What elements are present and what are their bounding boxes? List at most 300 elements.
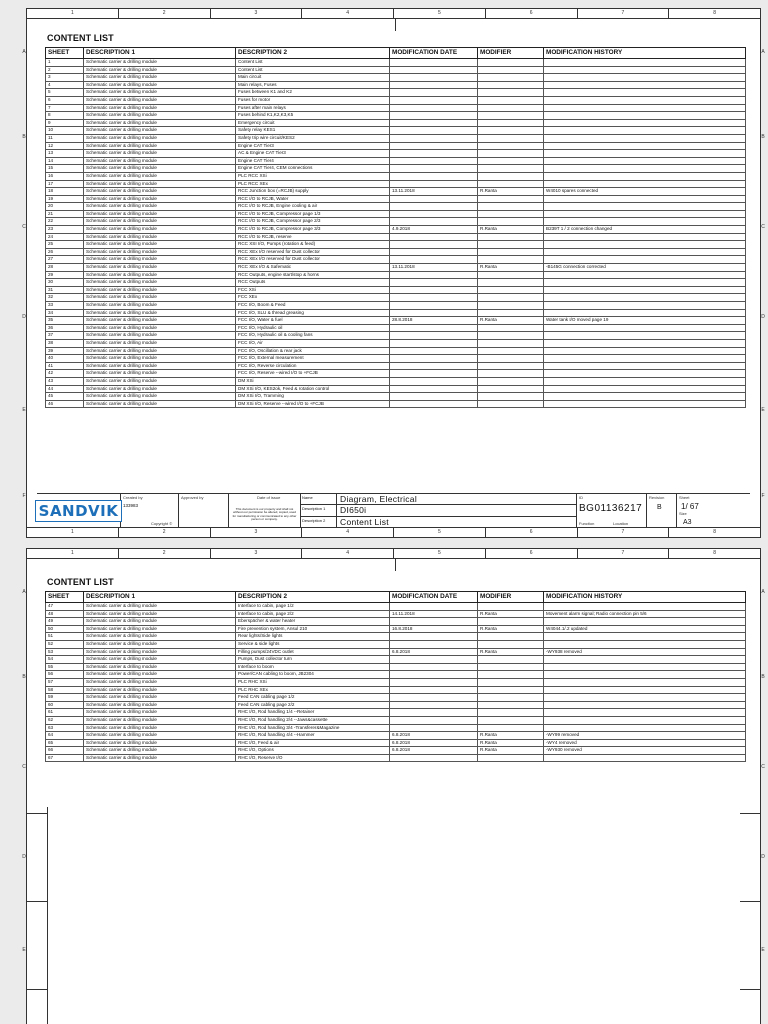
cell-modification-date: 13.11.2018 <box>390 264 478 272</box>
cell-description-1: Schematic carrier & drilling module <box>84 610 236 618</box>
cell-modifier <box>478 74 544 82</box>
cell-sheet: 14 <box>46 157 84 165</box>
cell-description-1: Schematic carrier & drilling module <box>84 150 236 158</box>
col-label: 2 <box>119 549 211 558</box>
row-label: C <box>22 224 26 230</box>
cell-description-2: RCC XEx I/O & Safematic <box>236 264 390 272</box>
table-row <box>46 656 746 664</box>
cell-description-2: RCC XEx I/O reserved for Dust collector <box>236 248 390 256</box>
cell-description-1: Schematic carrier & drilling module <box>84 81 236 89</box>
table-row <box>46 74 746 82</box>
cell-modification-history: -WY99 removed <box>544 732 746 740</box>
created-by-value: 133983 <box>123 503 139 508</box>
logo-text: SANDVIK <box>35 500 123 522</box>
cell-sheet: 65 <box>46 739 84 747</box>
cell-modification-history <box>544 203 746 211</box>
table-row <box>46 362 746 370</box>
size-value: A3 <box>683 519 692 526</box>
table-row <box>46 370 746 378</box>
cell-modification-history <box>544 618 746 626</box>
cell-description-2: RHC I/O, Feed & air <box>236 739 390 747</box>
cell-sheet: 48 <box>46 610 84 618</box>
col-label: 5 <box>394 549 486 558</box>
cell-sheet: 30 <box>46 279 84 287</box>
cell-description-2: RCC I/O to RCJB, Compressor page 1/3 <box>236 210 390 218</box>
cell-description-1: Schematic carrier & drilling module <box>84 709 236 717</box>
table-row <box>46 157 746 165</box>
cell-modifier <box>478 309 544 317</box>
cell-modification-date <box>390 393 478 401</box>
table-row <box>46 701 746 709</box>
cell-modifier <box>478 302 544 310</box>
cell-sheet: 3 <box>46 74 84 82</box>
cell-modification-date <box>390 172 478 180</box>
cell-modification-history <box>544 701 746 709</box>
cell-description-2: Interface to cabin, page 2/2 <box>236 610 390 618</box>
cell-description-2: RHC I/O, Options <box>236 747 390 755</box>
content-list-title: CONTENT LIST <box>47 577 114 587</box>
cell-modification-history: -WY4 removed <box>544 739 746 747</box>
cell-description-1: Schematic carrier & drilling module <box>84 165 236 173</box>
cell-modifier <box>478 671 544 679</box>
cell-sheet: 57 <box>46 678 84 686</box>
row-label: C <box>761 764 765 770</box>
cell-modification-history <box>544 66 746 74</box>
cell-modification-history: Water tank I/O moved page 19 <box>544 317 746 325</box>
table-row <box>46 694 746 702</box>
cell-description-1: Schematic carrier & drilling module <box>84 104 236 112</box>
notice-text: This document is our property and shall not without our permission be altered, copied, used for manufacturing or communicated to any other person or company. <box>232 507 297 522</box>
cell-description-2: DM XSi I/O, Reserve --wired I/O to +FCJB <box>236 400 390 408</box>
header-sheet: SHEET <box>46 48 84 59</box>
cell-modifier <box>478 339 544 347</box>
cell-modifier: R.Ranta <box>478 610 544 618</box>
cell-sheet: 52 <box>46 640 84 648</box>
col-label: 8 <box>713 550 717 556</box>
cell-modification-history <box>544 355 746 363</box>
table-row <box>46 739 746 747</box>
table-row <box>46 172 746 180</box>
cell-modification-history: -WY938 removed <box>544 648 746 656</box>
cell-sheet: 8 <box>46 112 84 120</box>
table-row <box>46 625 746 633</box>
cell-modification-history <box>544 385 746 393</box>
cell-description-2: Fuses behind K1,K2,K3,K5 <box>236 112 390 120</box>
cell-sheet: 60 <box>46 701 84 709</box>
cell-modifier: R.Ranta <box>478 625 544 633</box>
cell-description-1: Schematic carrier & drilling module <box>84 271 236 279</box>
title-block <box>37 493 750 527</box>
table-row <box>46 134 746 142</box>
table-row <box>46 640 746 648</box>
table-row <box>46 119 746 127</box>
cell-description-1: Schematic carrier & drilling module <box>84 625 236 633</box>
table-row <box>46 264 746 272</box>
col-label: 7 <box>578 549 670 558</box>
cell-sheet: 20 <box>46 203 84 211</box>
content-list-title: CONTENT LIST <box>47 33 114 43</box>
cell-modification-history <box>544 256 746 264</box>
col-label: 5 <box>394 9 486 18</box>
cell-modification-date <box>390 701 478 709</box>
cell-sheet: 36 <box>46 324 84 332</box>
table-row <box>46 332 746 340</box>
cell-description-2: Fuses after main relays <box>236 104 390 112</box>
cell-description-2: RCC I/O to RCJB, Compressor page 3/3 <box>236 226 390 234</box>
drawing-sheet-2 <box>22 548 765 1024</box>
cell-description-2: RCC I/O to RCJB, reserve <box>236 233 390 241</box>
sheet-label: Sheet <box>679 495 690 500</box>
table-header-row <box>46 592 746 603</box>
cell-modifier <box>478 203 544 211</box>
cell-modification-history <box>544 339 746 347</box>
cell-modification-history <box>544 302 746 310</box>
table-row <box>46 339 746 347</box>
cell-description-1: Schematic carrier & drilling module <box>84 112 236 120</box>
content-list-table <box>45 47 746 408</box>
cell-description-2: FCC I/O, Boom & Feed <box>236 302 390 310</box>
cell-description-2: RHC I/O, Rod handling 2/4 --Jaws&cassette <box>236 716 390 724</box>
cell-modification-history <box>544 248 746 256</box>
cell-sheet: 4 <box>46 81 84 89</box>
cell-sheet: 56 <box>46 671 84 679</box>
cell-modification-date <box>390 150 478 158</box>
cell-modification-history <box>544 716 746 724</box>
cell-description-1: Schematic carrier & drilling module <box>84 656 236 664</box>
cell-description-2: Fuses between K1 and K2 <box>236 89 390 97</box>
cell-modifier: R.Ranta <box>478 264 544 272</box>
cell-modification-date <box>390 663 478 671</box>
cell-modifier <box>478 347 544 355</box>
cell-modification-history <box>544 286 746 294</box>
cell-description-2: FCC I/O, Air <box>236 339 390 347</box>
cell-modifier: R.Ranta <box>478 188 544 196</box>
cell-description-1: Schematic carrier & drilling module <box>84 294 236 302</box>
table-row <box>46 347 746 355</box>
cell-modifier <box>478 81 544 89</box>
cell-sheet: 37 <box>46 332 84 340</box>
cell-description-1: Schematic carrier & drilling module <box>84 233 236 241</box>
header-description-2: DESCRIPTION 2 <box>236 48 390 59</box>
cell-modifier <box>478 618 544 626</box>
cell-modifier <box>478 640 544 648</box>
sheet-cell <box>677 494 750 527</box>
cell-description-2: Interface to cabin, page 1/2 <box>236 603 390 611</box>
cell-modification-history <box>544 694 746 702</box>
cell-modification-history: W4044.1/.2 updated <box>544 625 746 633</box>
cell-description-1: Schematic carrier & drilling module <box>84 370 236 378</box>
cell-description-1: Schematic carrier & drilling module <box>84 188 236 196</box>
cell-modification-date <box>390 754 478 762</box>
id-label: ID <box>579 495 583 500</box>
cell-modification-history <box>544 195 746 203</box>
cell-modifier <box>478 393 544 401</box>
cell-description-2: Fire prevention system, Ansul 210 <box>236 625 390 633</box>
created-by-cell <box>121 494 179 527</box>
created-by-label: Created by <box>123 495 143 500</box>
cell-modification-history <box>544 393 746 401</box>
table-row <box>46 716 746 724</box>
cell-modifier <box>478 119 544 127</box>
cell-modification-date <box>390 633 478 641</box>
row-label: B <box>761 134 765 140</box>
cell-description-1: Schematic carrier & drilling module <box>84 256 236 264</box>
cell-description-2: Content List <box>236 59 390 67</box>
cell-modification-date <box>390 66 478 74</box>
cell-modifier <box>478 656 544 664</box>
cell-sheet: 16 <box>46 172 84 180</box>
column-index-top <box>27 9 760 19</box>
row-label: C <box>761 224 765 230</box>
row-label: F <box>22 493 26 499</box>
cell-modification-date <box>390 362 478 370</box>
cell-description-2: RHC I/O, Rod handling 4/4 --Hammer <box>236 732 390 740</box>
col-label: 4 <box>302 528 394 537</box>
cell-description-1: Schematic carrier & drilling module <box>84 339 236 347</box>
cell-modifier <box>478 210 544 218</box>
cell-modification-date <box>390 157 478 165</box>
document-id: BG01136217 <box>579 503 643 514</box>
table-row <box>46 618 746 626</box>
table-row <box>46 203 746 211</box>
cell-sheet: 2 <box>46 66 84 74</box>
cell-sheet: 53 <box>46 648 84 656</box>
cell-modification-date <box>390 233 478 241</box>
cell-description-2: Pumps, Dust collector turn <box>236 656 390 664</box>
grid-tick <box>27 813 47 814</box>
cell-description-1: Schematic carrier & drilling module <box>84 377 236 385</box>
cell-modification-date <box>390 112 478 120</box>
cell-description-1: Schematic carrier & drilling module <box>84 633 236 641</box>
cell-sheet: 46 <box>46 400 84 408</box>
cell-description-2: RCC I/O to RCJB, Water <box>236 195 390 203</box>
cell-modifier <box>478 754 544 762</box>
cell-description-2: Rear lights/Side lights <box>236 633 390 641</box>
cell-modifier <box>478 96 544 104</box>
row-label: D <box>22 854 26 860</box>
cell-modification-date: 6.8.2018 <box>390 747 478 755</box>
cell-description-1: Schematic carrier & drilling module <box>84 678 236 686</box>
cell-modification-date: 6.8.2018 <box>390 732 478 740</box>
cell-modification-history <box>544 157 746 165</box>
cell-modification-date <box>390 218 478 226</box>
cell-sheet: 50 <box>46 625 84 633</box>
column-index-top <box>27 549 760 559</box>
table-row <box>46 279 746 287</box>
cell-description-2: FCC I/O, Oscillation & rear jack <box>236 347 390 355</box>
cell-modification-date <box>390 377 478 385</box>
cell-description-2: Power/CAN cabling to boom, JB2304 <box>236 671 390 679</box>
cell-description-1: Schematic carrier & drilling module <box>84 739 236 747</box>
grid-tick <box>740 901 760 902</box>
table-row <box>46 127 746 135</box>
cell-description-2: Interface to boom <box>236 663 390 671</box>
table-row <box>46 317 746 325</box>
cell-description-2: DM XSi <box>236 377 390 385</box>
cell-modification-history <box>544 640 746 648</box>
table-row <box>46 96 746 104</box>
location-label: Location <box>613 521 629 526</box>
cell-modification-history <box>544 104 746 112</box>
cell-modification-date <box>390 716 478 724</box>
cell-modification-history <box>544 112 746 120</box>
cell-modifier <box>478 663 544 671</box>
cell-modification-date <box>390 241 478 249</box>
cell-modification-date <box>390 203 478 211</box>
cell-description-2: Engine CAT Tier3 <box>236 142 390 150</box>
cell-description-1: Schematic carrier & drilling module <box>84 671 236 679</box>
cell-description-1: Schematic carrier & drilling module <box>84 701 236 709</box>
cell-modification-history: B239T 1 / 2 connection changed <box>544 226 746 234</box>
cell-modification-date <box>390 618 478 626</box>
cell-modification-history <box>544 180 746 188</box>
cell-modifier <box>478 165 544 173</box>
cell-sheet: 42 <box>46 370 84 378</box>
cell-description-2: RHC I/O, Rod handling 1/4 --Retainer <box>236 709 390 717</box>
cell-description-1: Schematic carrier & drilling module <box>84 59 236 67</box>
cell-sheet: 26 <box>46 248 84 256</box>
cell-modifier <box>478 633 544 641</box>
cell-description-1: Schematic carrier & drilling module <box>84 157 236 165</box>
cell-modifier: R.Ranta <box>478 747 544 755</box>
cell-sheet: 12 <box>46 142 84 150</box>
cell-sheet: 17 <box>46 180 84 188</box>
name-cell <box>301 494 577 527</box>
cell-modifier <box>478 332 544 340</box>
cell-description-1: Schematic carrier & drilling module <box>84 302 236 310</box>
copyright-text: Copyright © <box>151 521 173 526</box>
header-modifier: MODIFIER <box>478 48 544 59</box>
cell-sheet: 38 <box>46 339 84 347</box>
cell-description-1: Schematic carrier & drilling module <box>84 694 236 702</box>
cell-description-1: Schematic carrier & drilling module <box>84 309 236 317</box>
col-label: 8 <box>713 10 717 16</box>
cell-description-2: Feed CAN cabling page 2/2 <box>236 701 390 709</box>
cell-modifier <box>478 370 544 378</box>
cell-description-1: Schematic carrier & drilling module <box>84 663 236 671</box>
cell-modifier: R.Ranta <box>478 317 544 325</box>
revision-cell <box>647 494 677 527</box>
cell-description-2: PLC RHC XEx <box>236 686 390 694</box>
cell-modification-history <box>544 603 746 611</box>
cell-sheet: 32 <box>46 294 84 302</box>
cell-sheet: 31 <box>46 286 84 294</box>
header-description-2: DESCRIPTION 2 <box>236 592 390 603</box>
cell-modification-date <box>390 210 478 218</box>
header-modification-date: MODIFICATION DATE <box>390 48 478 59</box>
cell-sheet: 9 <box>46 119 84 127</box>
row-label: D <box>761 854 765 860</box>
cell-description-1: Schematic carrier & drilling module <box>84 400 236 408</box>
center-mark <box>395 559 396 571</box>
cell-sheet: 58 <box>46 686 84 694</box>
cell-modification-history <box>544 96 746 104</box>
table-row <box>46 226 746 234</box>
cell-modification-date <box>390 74 478 82</box>
cell-sheet: 28 <box>46 264 84 272</box>
row-label: E <box>22 947 26 953</box>
cell-description-2: RCC Junction box (=RCJB) supply <box>236 188 390 196</box>
col-label: 3 <box>211 9 303 18</box>
cell-description-2: Content List <box>236 66 390 74</box>
revision-label: Revision <box>649 495 665 500</box>
cell-modifier <box>478 218 544 226</box>
cell-modification-history <box>544 362 746 370</box>
cell-modifier <box>478 294 544 302</box>
cell-modifier <box>478 724 544 732</box>
col-label: 1 <box>27 528 119 537</box>
cell-modifier <box>478 385 544 393</box>
table-row <box>46 150 746 158</box>
cell-modification-date <box>390 656 478 664</box>
size-label: Size <box>679 511 687 516</box>
description-1-label: Description 1 <box>301 505 337 515</box>
cell-modification-history <box>544 294 746 302</box>
cell-modifier <box>478 233 544 241</box>
cell-description-2: FCC I/O, Reserve --wired I/O to +FCJB <box>236 370 390 378</box>
cell-sheet: 5 <box>46 89 84 97</box>
grid-tick <box>740 813 760 814</box>
cell-description-1: Schematic carrier & drilling module <box>84 119 236 127</box>
cell-sheet: 11 <box>46 134 84 142</box>
cell-sheet: 29 <box>46 271 84 279</box>
cell-modifier: R.Ranta <box>478 739 544 747</box>
table-row <box>46 377 746 385</box>
cell-sheet: 10 <box>46 127 84 135</box>
cell-sheet: 25 <box>46 241 84 249</box>
cell-description-2: FCC I/O, Water & fuel <box>236 317 390 325</box>
drawing-sheet-1 <box>22 8 765 538</box>
cell-modification-history <box>544 324 746 332</box>
row-label: E <box>22 407 26 413</box>
cell-sheet: 64 <box>46 732 84 740</box>
cell-modification-date <box>390 686 478 694</box>
cell-modification-history <box>544 754 746 762</box>
header-description-1: DESCRIPTION 1 <box>84 592 236 603</box>
table-row <box>46 686 746 694</box>
cell-description-1: Schematic carrier & drilling module <box>84 724 236 732</box>
cell-description-1: Schematic carrier & drilling module <box>84 203 236 211</box>
cell-modification-history <box>544 218 746 226</box>
description-2-value: Content List <box>340 516 389 527</box>
cell-modifier <box>478 104 544 112</box>
cell-sheet: 1 <box>46 59 84 67</box>
table-row <box>46 732 746 740</box>
cell-sheet: 55 <box>46 663 84 671</box>
cell-modification-date: 13.11.2018 <box>390 188 478 196</box>
cell-sheet: 45 <box>46 393 84 401</box>
table-row <box>46 663 746 671</box>
cell-modification-history <box>544 663 746 671</box>
cell-modification-date: 16.8.2018 <box>390 625 478 633</box>
cell-modification-date <box>390 294 478 302</box>
cell-modification-date <box>390 309 478 317</box>
cell-sheet: 62 <box>46 716 84 724</box>
cell-modification-history <box>544 309 746 317</box>
cell-description-1: Schematic carrier & drilling module <box>84 127 236 135</box>
cell-modification-history <box>544 671 746 679</box>
cell-sheet: 22 <box>46 218 84 226</box>
table-row <box>46 603 746 611</box>
table-row <box>46 104 746 112</box>
table-row <box>46 355 746 363</box>
table-row <box>46 89 746 97</box>
cell-description-1: Schematic carrier & drilling module <box>84 142 236 150</box>
cell-description-1: Schematic carrier & drilling module <box>84 134 236 142</box>
cell-modifier: R.Ranta <box>478 226 544 234</box>
cell-modification-date <box>390 324 478 332</box>
cell-sheet: 67 <box>46 754 84 762</box>
